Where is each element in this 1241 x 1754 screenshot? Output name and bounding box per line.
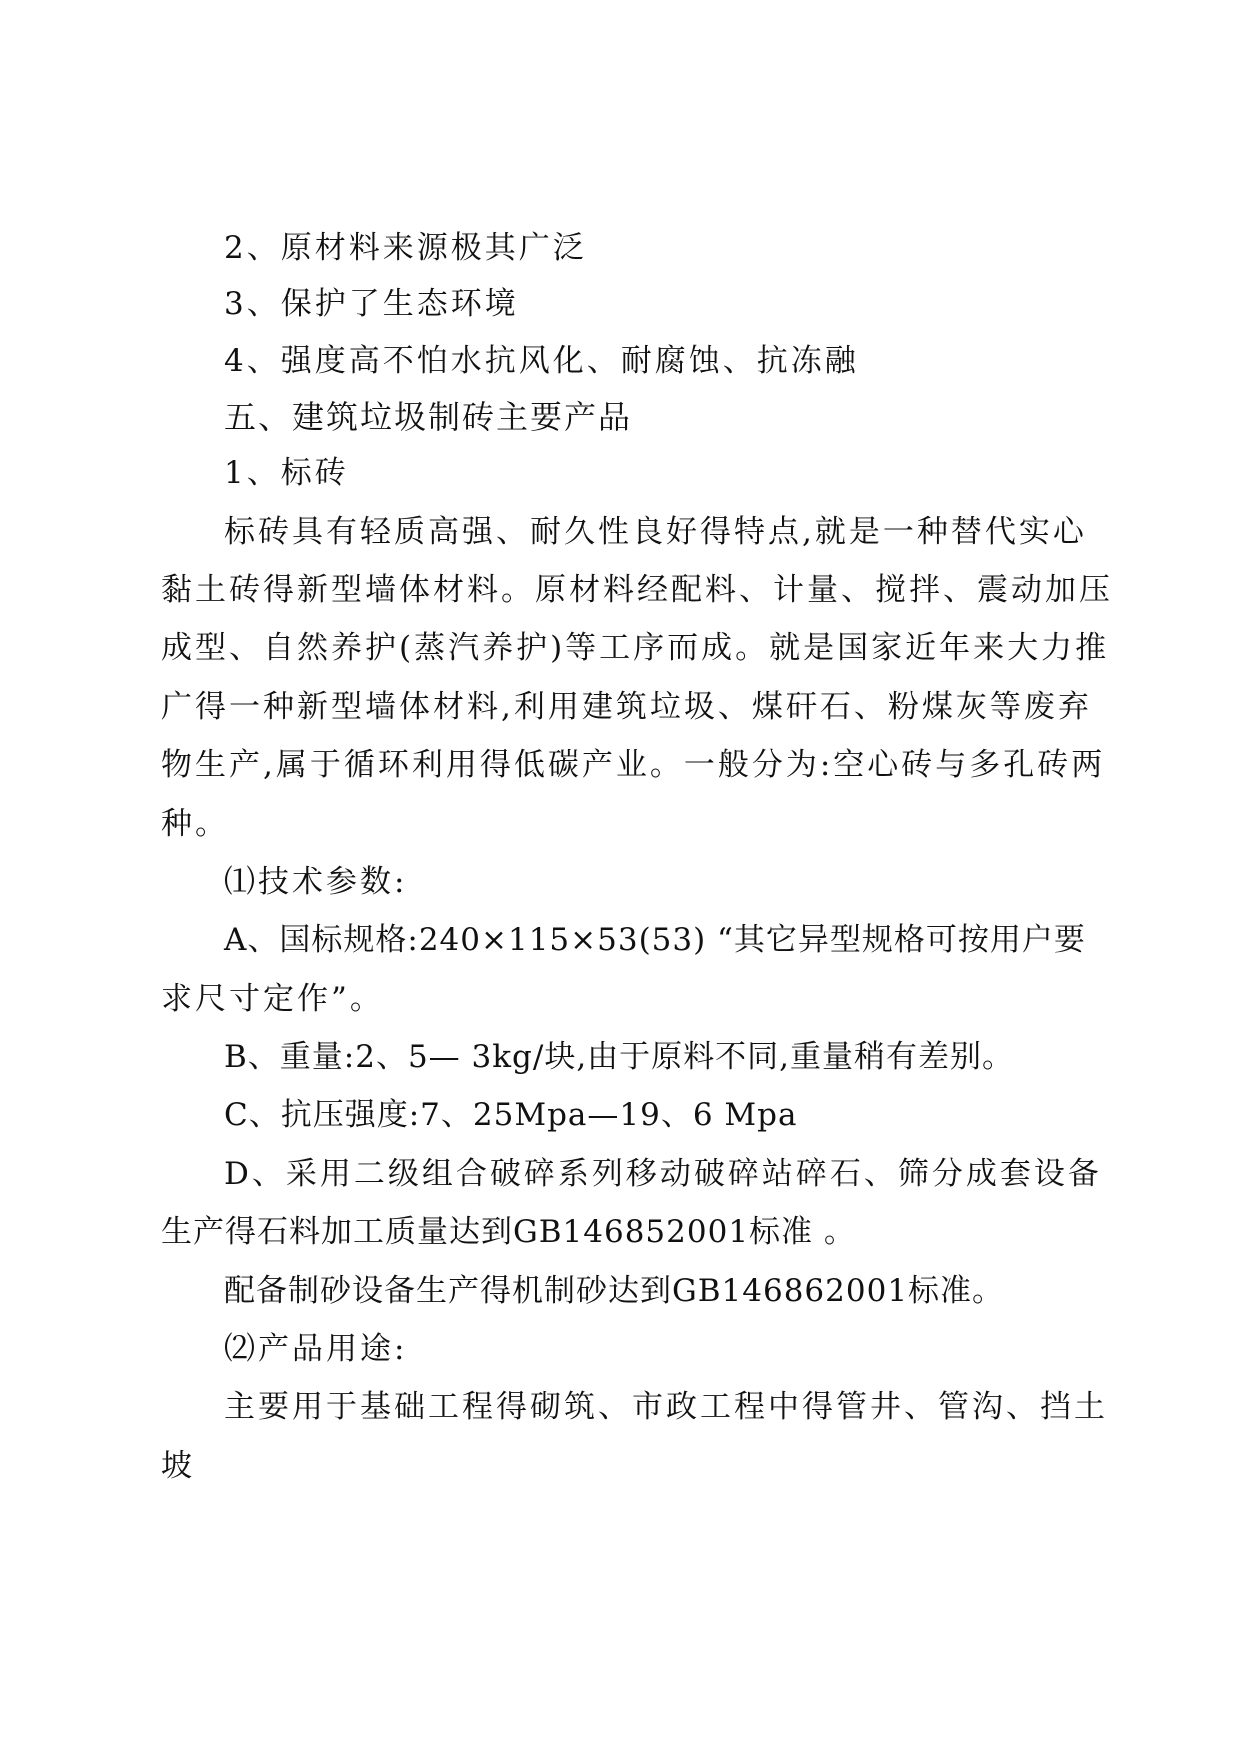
param-c-line: C、抗压强度:7、25Mpa—19、6 Mpa	[224, 1097, 798, 1133]
list-item-2: 2、原材料来源极其广泛	[224, 230, 587, 266]
paragraph-line: 标砖具有轻质高强、耐久性良好得特点,就是一种替代实心	[224, 514, 1087, 550]
param-b-line: B、重量:2、5— 3kg/块,由于原料不同,重量稍有差别。	[224, 1039, 1015, 1075]
paragraph-line: 成型、自然养护(蒸汽养护)等工序而成。就是国家近年来大力推	[161, 630, 1110, 666]
section-heading: 五、建筑垃圾制砖主要产品	[224, 398, 633, 436]
paragraph-line: 配备制砂设备生产得机制砂达到GB146862001标准。	[224, 1273, 1005, 1309]
tech-params-heading: ⑴技术参数:	[224, 864, 408, 900]
param-d-line: 生产得石料加工质量达到GB146852001标准 。	[161, 1214, 856, 1250]
list-item-3: 3、保护了生态环境	[224, 286, 519, 322]
list-item-4: 4、强度高不怕水抗风化、耐腐蚀、抗冻融	[224, 343, 859, 379]
param-d-line: D、采用二级组合破碎系列移动破碎站碎石、筛分成套设备	[224, 1156, 1102, 1192]
paragraph-line: 种。	[161, 806, 229, 842]
paragraph-line: 广得一种新型墙体材料,利用建筑垃圾、煤矸石、粉煤灰等废弃	[161, 689, 1092, 725]
param-a-line: A、国标规格:240×115×53(53) “其它异型规格可按用户要	[224, 922, 1086, 958]
product-use-heading: ⑵产品用途:	[224, 1331, 408, 1367]
paragraph-line: 物生产,属于循环利用得低碳产业。一般分为:空心砖与多孔砖两	[161, 747, 1106, 783]
paragraph-line: 黏土砖得新型墙体材料。原材料经配料、计量、搅拌、震动加压	[161, 572, 1113, 608]
paragraph-line: 坡	[161, 1448, 195, 1484]
param-a-line: 求尺寸定作”。	[161, 981, 384, 1017]
subsection-title: 1、标砖	[224, 455, 349, 491]
paragraph-line: 主要用于基础工程得砌筑、市政工程中得管井、管沟、挡土	[224, 1389, 1108, 1425]
